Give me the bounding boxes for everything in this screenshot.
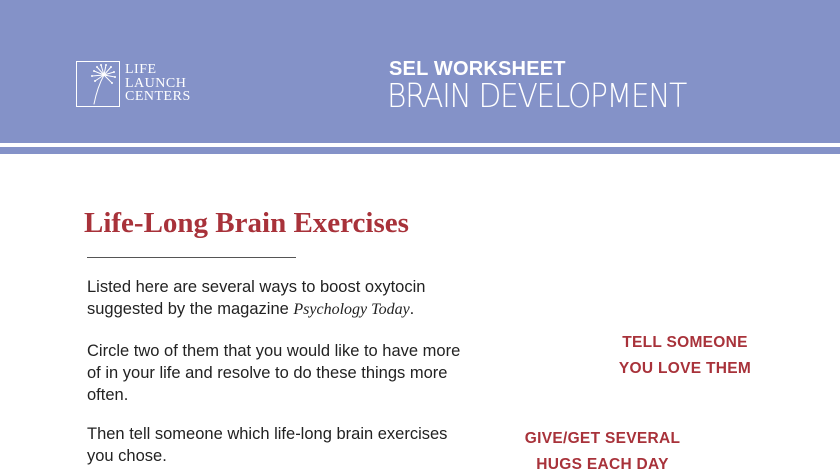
page-title: Life-Long Brain Exercises [84, 207, 409, 239]
header-divider-stripe [0, 147, 840, 154]
worksheet-title: SEL WORKSHEET [389, 58, 566, 80]
title-underline [87, 257, 296, 258]
worksheet-subtitle: BRAIN DEVELOPMENT [387, 76, 686, 115]
followup-paragraph: Then tell someone which life-long brain exercises you chose. [87, 425, 448, 465]
dandelion-icon [77, 62, 118, 105]
logo [76, 61, 120, 107]
instruction-paragraph: Circle two of them that you would like to have more of in your life and resolve to do these things more often. [87, 342, 461, 404]
logo-wordmark [125, 63, 191, 104]
exercise-option[interactable] [600, 330, 770, 382]
exercise-option-line: YOU LOVE THEM [618, 360, 752, 377]
magazine-name: Psychology Today [293, 301, 410, 318]
logo-line-2: LAUNCH [125, 75, 187, 91]
intro-end: . [409, 300, 415, 318]
exercise-option-line: HUGS EACH DAY [536, 456, 669, 472]
exercise-option-line: TELL SOMEONE [622, 334, 748, 351]
intro-paragraph [87, 276, 467, 321]
exercise-option[interactable] [510, 426, 695, 472]
logo-line-1: LIFE [125, 62, 157, 77]
logo-line-3: CENTERS [125, 89, 191, 104]
exercise-option-line: GIVE/GET SEVERAL [524, 430, 681, 447]
intro-text: Listed here are several ways to boost oxytocin suggested by the magazine [87, 278, 426, 318]
